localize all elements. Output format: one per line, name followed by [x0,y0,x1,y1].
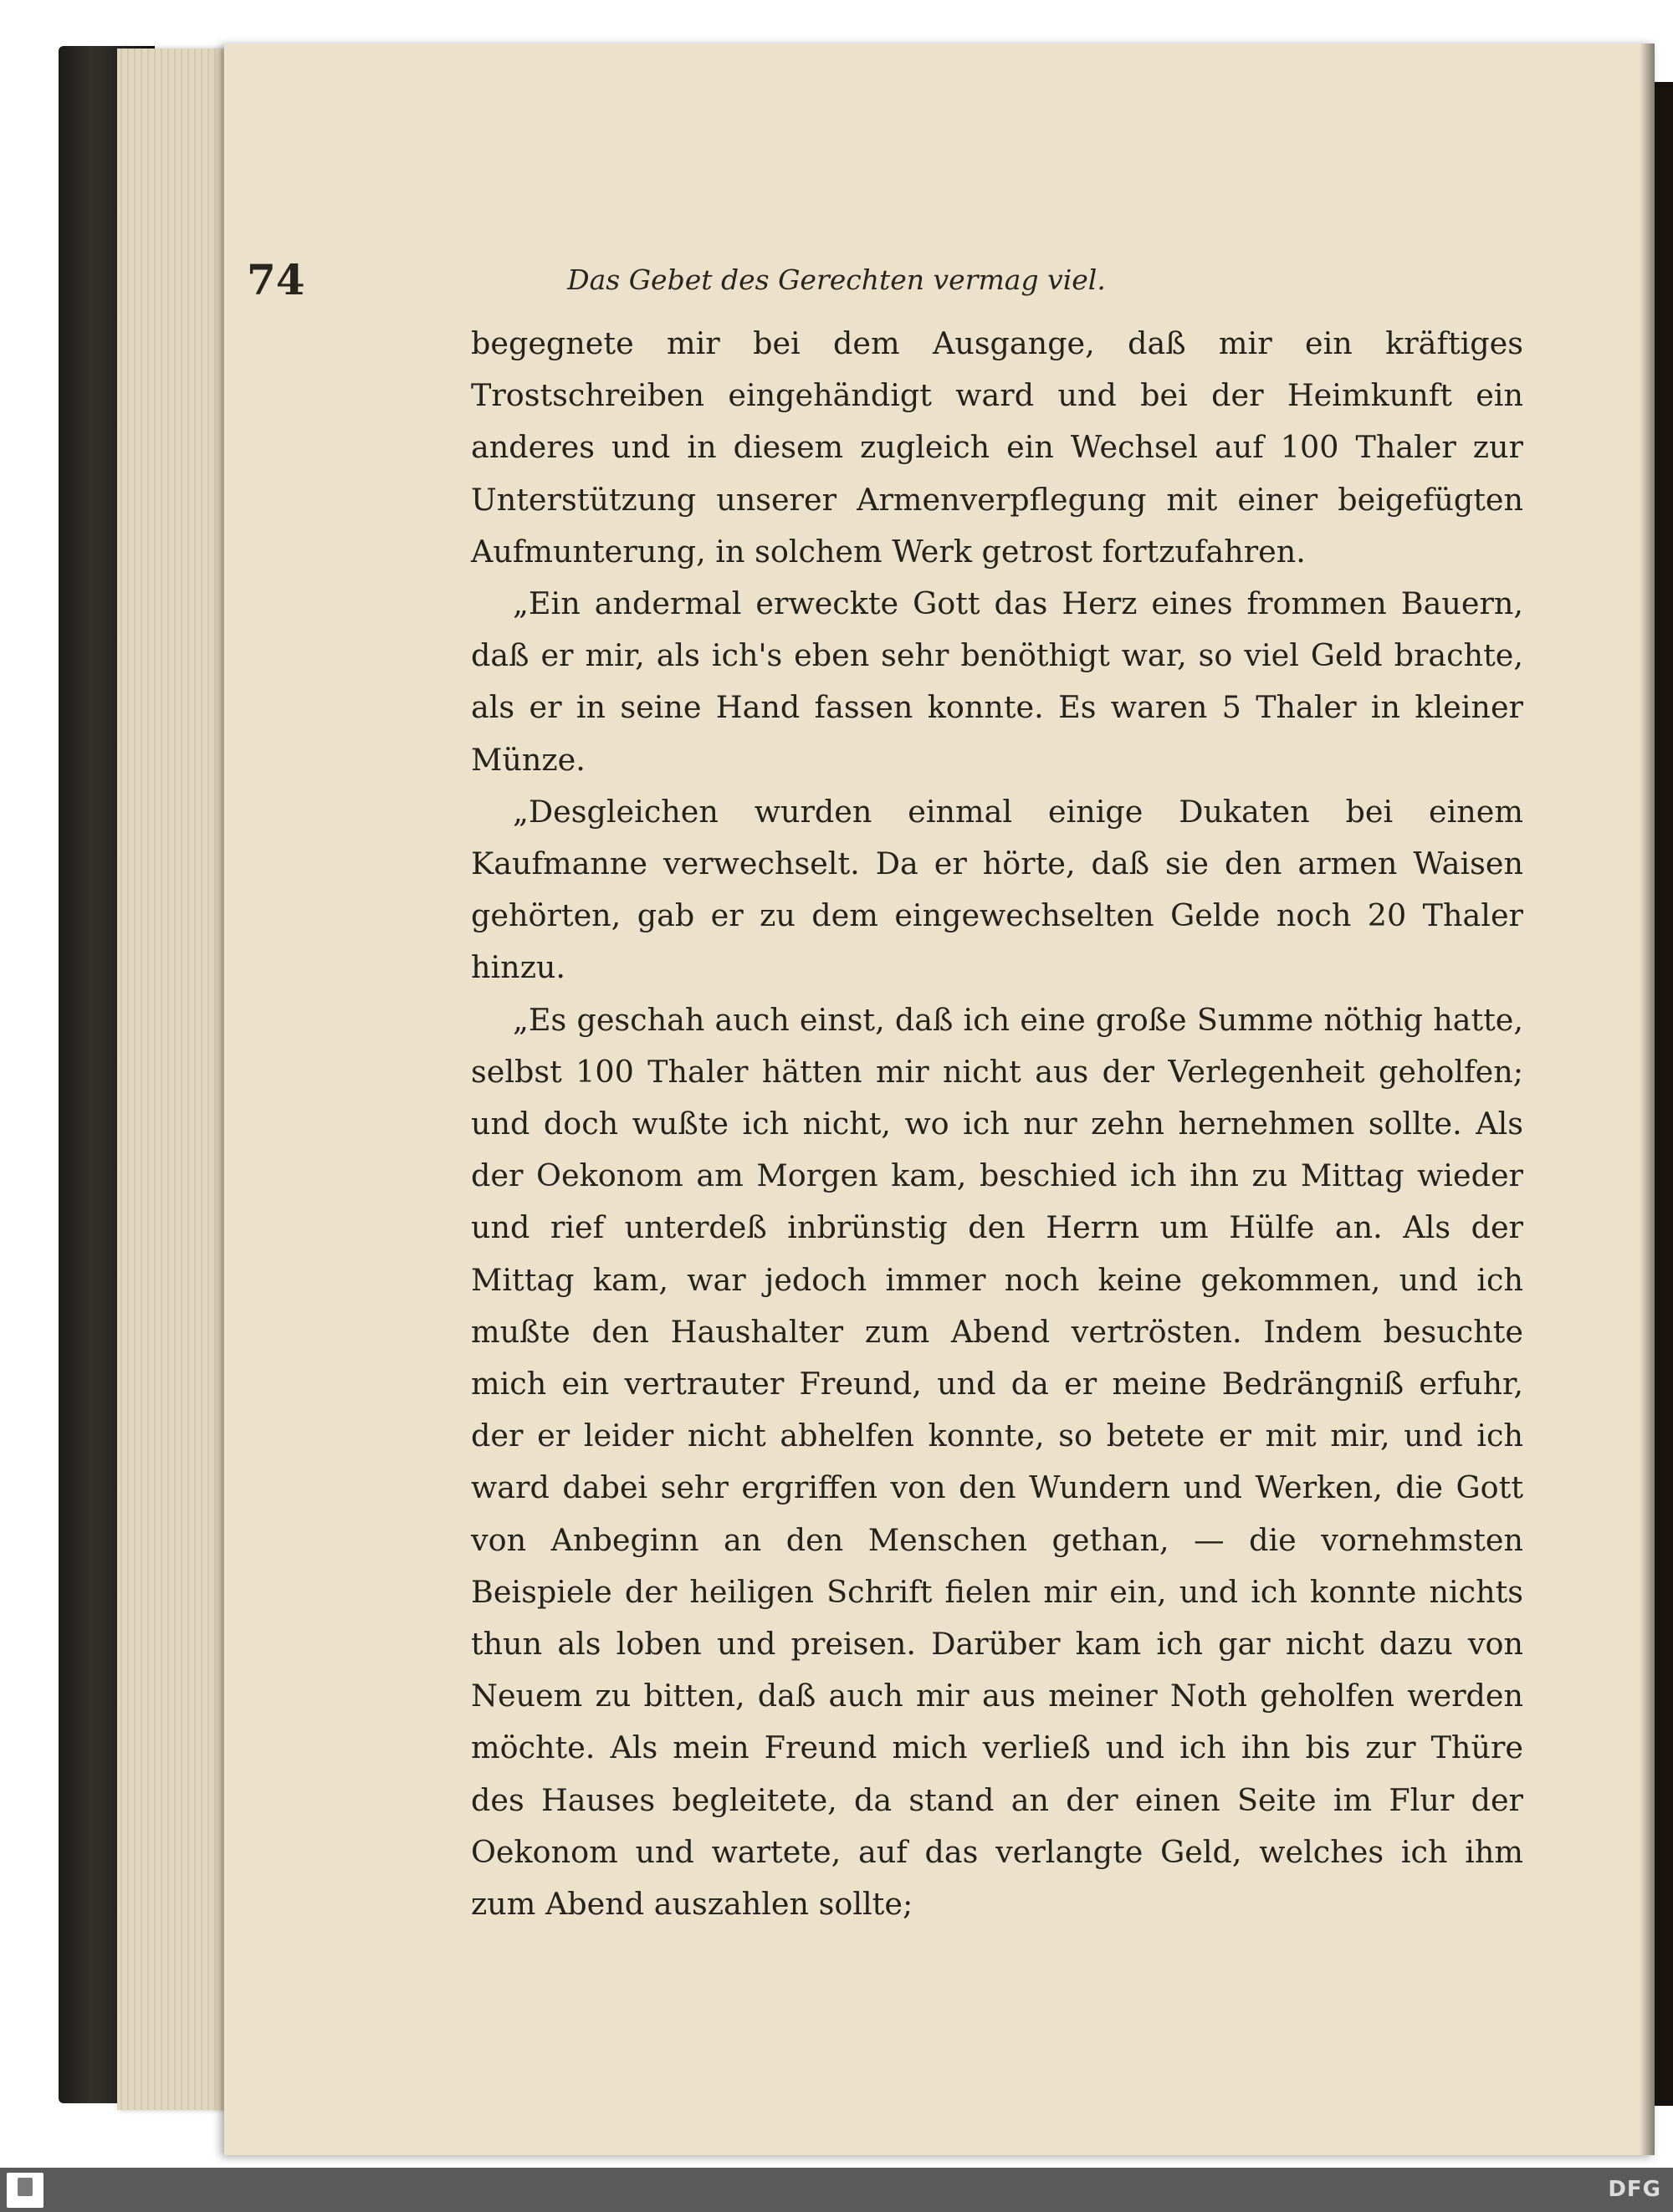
paragraph: begegnete mir bei dem Ausgange, daß mir ein kräftiges Trostschreiben eingehändigt ward und bei der Heimkunft ein anderes und in diesem zugleich ein Wechsel auf 100 Thaler zur Unterstützung unserer Armenverpflegung mit einer beigefügten Aufmunterung, in solchem Werk getrost fortzufahren. [471,325,1523,570]
body-text [471,318,1523,1930]
paragraph: „Es geschah auch einst, daß ich eine große Summe nöthig hatte, selbst 100 Thaler hätten mir nicht aus der Verlegenheit geholfen; und doch wußte ich nicht, wo ich nur zehn hernehmen sollte. Als der Oekonom am Morgen kam, beschied ich ihn zu Mittag wieder und rief unterdeß inbrünstig den Herrn um Hülfe an. Als der Mittag kam, war jedoch immer noch keine gekommen, und ich mußte den Haushalter zum Abend vertrösten. Indem besuchte mich ein vertrauter Freund, und da er meine Bedrängniß erfuhr, der er leider nicht abhelfen konnte, so betete er mit mir, und ich ward dabei sehr ergriffen von den Wundern und Werken, die Gott von Anbeginn an den Menschen gethan, — die vornehmsten Beispiele der heiligen Schrift fielen mir ein, und ich konnte nichts thun als loben und preisen. Darüber kam ich gar nicht dazu von Neuem zu bitten, daß auch mir aus meiner Noth geholfen werden möchte. Als mein Freund mich verließ und ich ihn bis zur Thüre des Hauses begleitete, da stand an der einen Seite im Flur der Oekonom und wartete, auf das verlangte Geld, welches ich ihm zum Abend auszahlen sollte; [471,1001,1523,1923]
dfg-logo: DFG [1608,2177,1661,2202]
paragraph: „Desgleichen wurden einmal einige Dukaten bei einem Kaufmanne verwechselt. Da er hörte, daß sie den armen Waisen gehörten, gab er zu dem eingewechselten Gelde noch 20 Thaler hinzu. [471,793,1523,986]
page-number: 74 [247,255,305,304]
page-header [247,251,1276,309]
running-title: Das Gebet des Gerechten vermag viel. [567,263,1106,296]
viewer-footer [0,2168,1673,2212]
facing-page-edge [1655,82,1673,2106]
library-logo-icon [7,2173,43,2208]
paragraph: „Ein andermal erweckte Gott das Herz eines frommen Bauern, daß er mir, als ich's eben sehr benöthigt war, so viel Geld brachte, als er in seine Hand fassen konnte. Es waren 5 Thaler in kleiner Münze. [471,585,1523,778]
